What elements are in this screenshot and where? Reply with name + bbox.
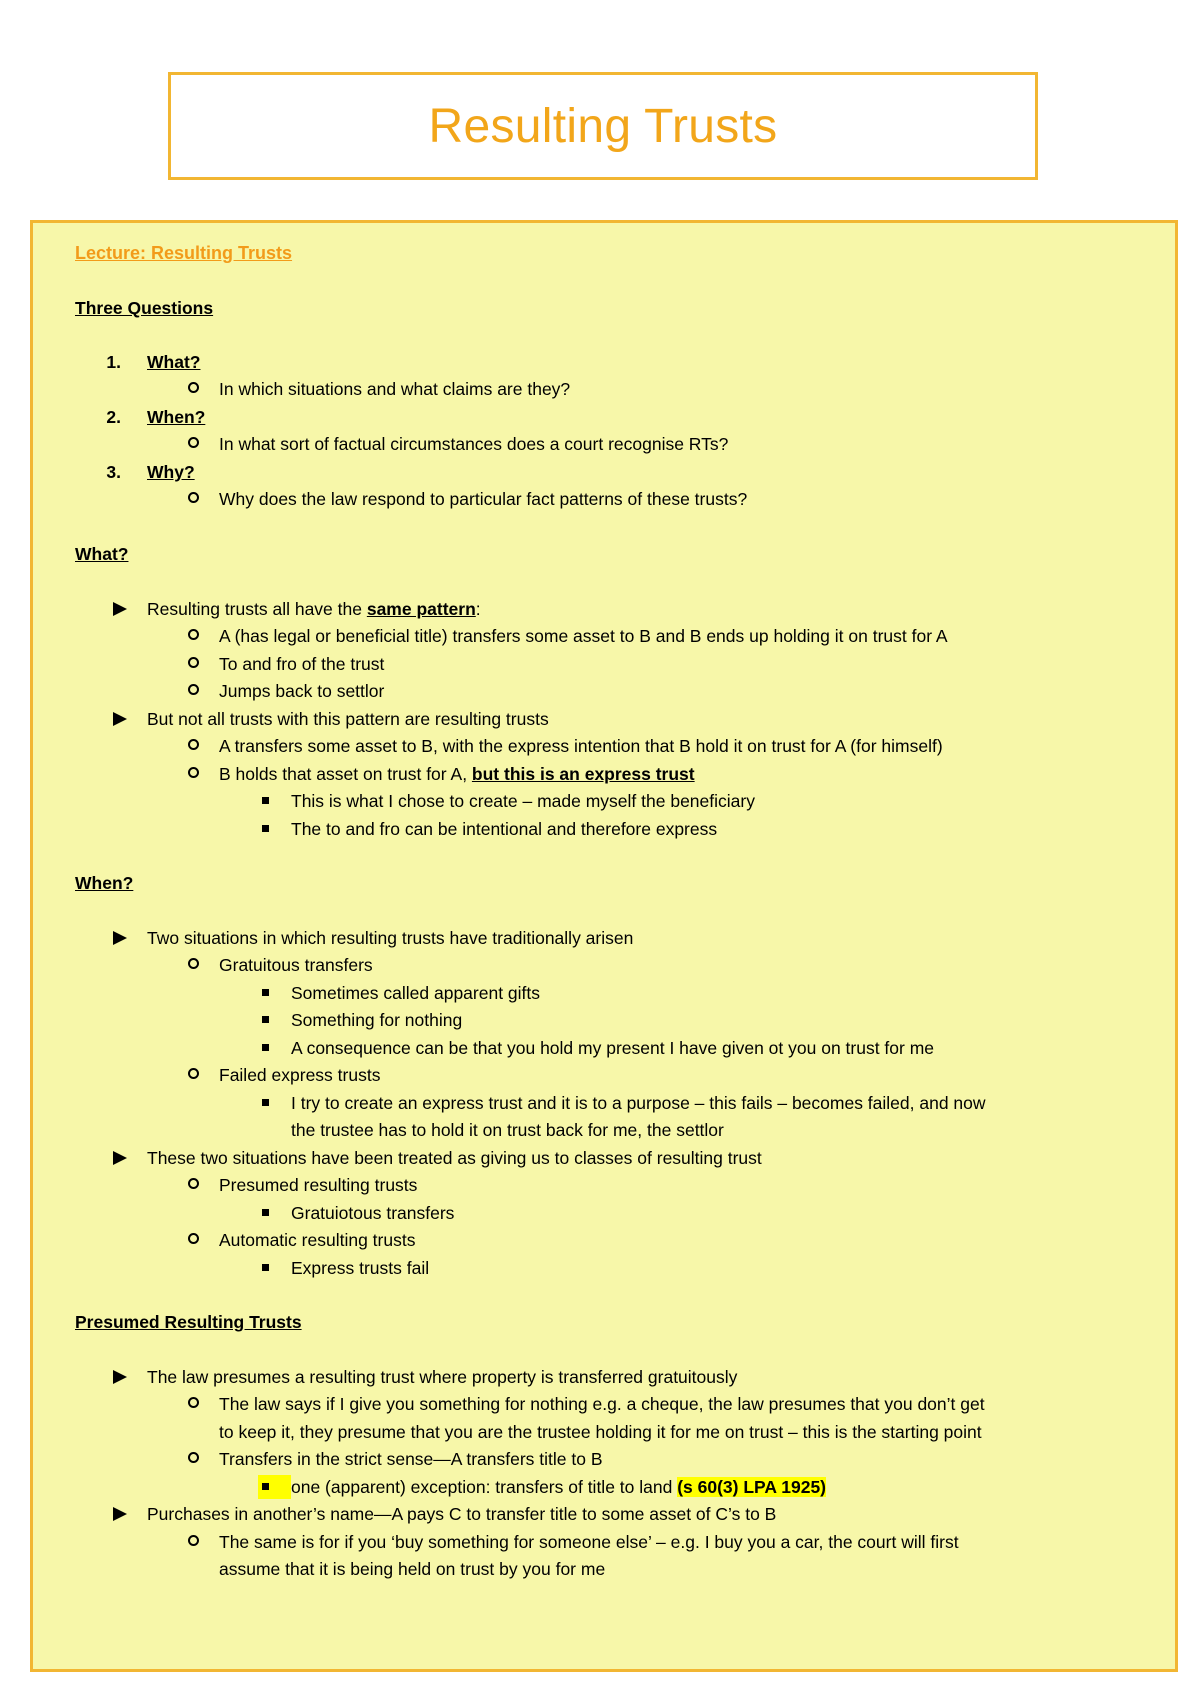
circle-bullet-icon xyxy=(188,734,199,758)
item-text: Two situations in which resulting trusts have traditionally arisen xyxy=(147,928,634,948)
sub-item-text: In which situations and what claims are they? xyxy=(219,379,571,399)
square-bullet-icon xyxy=(262,817,269,841)
circle-bullet-icon xyxy=(188,953,199,977)
sub-item-text: Presumed resulting trusts xyxy=(219,1175,418,1195)
square-bullet-icon xyxy=(262,1008,269,1032)
circle-bullet-icon xyxy=(188,432,199,456)
sub-item-text: Why does the law respond to particular fact patterns of these trusts? xyxy=(219,489,748,509)
sub-item-text: In what sort of factual circumstances does a court recognise RTs? xyxy=(219,434,729,454)
sub-item-text: Gratuitous transfers xyxy=(219,955,373,975)
sub-item-text: The same is for if you ‘buy something for someone else’ – e.g. I buy you a car, the court will first xyxy=(219,1532,959,1552)
square-bullet-icon xyxy=(262,1036,269,1060)
circle-bullet-icon xyxy=(188,624,199,648)
notes-box xyxy=(30,220,1178,1672)
sub-item-text: Transfers in the strict sense—A transfers title to B xyxy=(219,1449,603,1469)
square-bullet-icon xyxy=(262,1256,269,1280)
circle-bullet-icon xyxy=(188,1228,199,1252)
sub-sub-item-text: Gratuiotous transfers xyxy=(291,1203,455,1223)
sub-sub-item-text: A consequence can be that you hold my present I have given ot you on trust for me xyxy=(291,1038,935,1058)
circle-bullet-icon xyxy=(188,487,199,511)
sub-item-text: To and fro of the trust xyxy=(219,654,385,674)
square-bullet-icon xyxy=(262,789,269,813)
sub-sub-item-text: one (apparent) exception: transfers of title to land (s 60(3) LPA 1925) xyxy=(291,1477,827,1497)
question-label: What? xyxy=(147,352,201,372)
circle-bullet-icon xyxy=(188,1392,199,1416)
circle-bullet-icon xyxy=(188,679,199,703)
list-number: 2. xyxy=(106,407,121,427)
item-text: Resulting trusts all have the same pattern: xyxy=(147,599,481,619)
sub-item-text: Failed express trusts xyxy=(219,1065,381,1085)
sub-item-text: assume that it is being held on trust by you for me xyxy=(219,1559,606,1579)
question-label: Why? xyxy=(147,462,195,482)
section-heading-when: When? xyxy=(75,873,134,893)
sub-sub-item-text: the trustee has to hold it on trust back for me, the settlor xyxy=(291,1120,724,1140)
lecture-heading: Lecture: Resulting Trusts xyxy=(75,243,293,263)
sub-sub-item-text: The to and fro can be intentional and therefore express xyxy=(291,819,718,839)
arrow-bullet-icon xyxy=(113,1502,127,1526)
sub-item-text: Jumps back to settlor xyxy=(219,681,385,701)
section-heading-what: What? xyxy=(75,544,129,564)
arrow-bullet-icon xyxy=(113,707,127,731)
section-heading-presumed: Presumed Resulting Trusts xyxy=(75,1312,302,1332)
title-box xyxy=(168,72,1038,180)
item-text: These two situations have been treated as giving us to classes of resulting trust xyxy=(147,1148,762,1168)
sub-sub-item-text: Sometimes called apparent gifts xyxy=(291,983,541,1003)
sub-item-text: Automatic resulting trusts xyxy=(219,1230,416,1250)
circle-bullet-icon xyxy=(188,1173,199,1197)
item-text: Purchases in another’s name—A pays C to transfer title to some asset of C’s to B xyxy=(147,1504,777,1524)
arrow-bullet-icon xyxy=(113,1365,127,1389)
square-bullet-icon xyxy=(258,1475,273,1499)
sub-item-text: to keep it, they presume that you are the trustee holding it for me on trust – this is the starting point xyxy=(219,1422,982,1442)
sub-sub-item-text: Something for nothing xyxy=(291,1010,463,1030)
sub-item-text: A transfers some asset to B, with the express intention that B hold it on trust for A (for himself) xyxy=(219,736,943,756)
list-number: 3. xyxy=(106,462,121,482)
circle-bullet-icon xyxy=(188,1447,199,1471)
circle-bullet-icon xyxy=(188,1063,199,1087)
sub-sub-item-text: I try to create an express trust and it is to a purpose – this fails – becomes failed, and now xyxy=(291,1093,986,1113)
sub-item-text: B holds that asset on trust for A, but this is an express trust xyxy=(219,764,695,784)
sub-sub-item-text: Express trusts fail xyxy=(291,1258,430,1278)
arrow-bullet-icon xyxy=(113,597,127,621)
circle-bullet-icon xyxy=(188,1530,199,1554)
question-label: When? xyxy=(147,407,206,427)
square-bullet-icon xyxy=(262,981,269,1005)
square-bullet-icon xyxy=(262,1201,269,1225)
sub-item-text: A (has legal or beneficial title) transfers some asset to B and B ends up holding it on trust for A xyxy=(219,626,948,646)
statute-highlight: (s 60(3) LPA 1925) xyxy=(677,1477,827,1497)
item-text: The law presumes a resulting trust where property is transferred gratuitously xyxy=(147,1367,738,1387)
sub-item-text: The law says if I give you something for nothing e.g. a cheque, the law presumes that you don’t get xyxy=(219,1394,985,1414)
circle-bullet-icon xyxy=(188,377,199,401)
item-text: But not all trusts with this pattern are resulting trusts xyxy=(147,709,549,729)
square-bullet-icon xyxy=(262,1091,269,1115)
highlight-gap xyxy=(273,1475,291,1499)
section-heading-three-questions: Three Questions xyxy=(75,298,214,318)
arrow-bullet-icon xyxy=(113,926,127,950)
page-title: Resulting Trusts xyxy=(428,99,778,153)
circle-bullet-icon xyxy=(188,652,199,676)
sub-sub-item-text: This is what I chose to create – made myself the beneficiary xyxy=(291,791,755,811)
list-number: 1. xyxy=(106,352,121,372)
arrow-bullet-icon xyxy=(113,1146,127,1170)
circle-bullet-icon xyxy=(188,762,199,786)
